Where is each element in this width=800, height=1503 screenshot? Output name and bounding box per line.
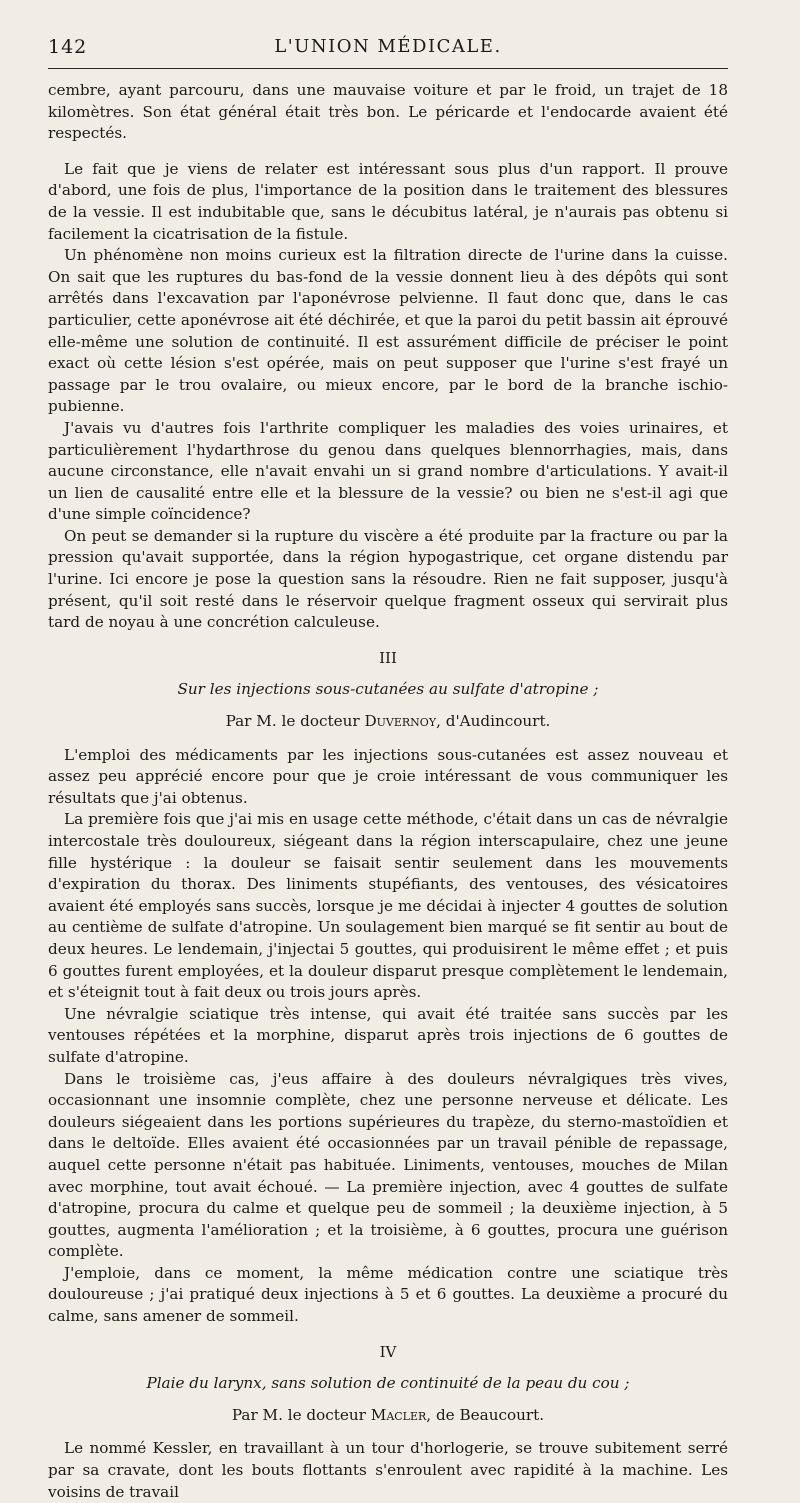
byline-prefix: Par M. le docteur xyxy=(225,712,365,731)
author-name: Macler xyxy=(370,1405,427,1424)
paragraph: On peut se demander si la rupture du viscère a été produite par la fracture ou par la pression qu'avait supportée, dans la région hypogastrique, cet organe distendu par l'urine. Ici encore je pose la question sans la résoudre. Rien ne fait supposer, jusqu'à présent, qu'il soit resté dans le réservoir quelque fragment osseux qui servirait plus tard de noyau à une concrétion calculeuse. xyxy=(48,526,728,632)
paragraph-gap xyxy=(48,145,728,159)
section-title: Sur les injections sous-cutanées au sulfate d'atropine ; xyxy=(177,680,599,699)
paragraph: Dans le troisième cas, j'eus affaire à des douleurs névralgiques très vives, occasionnant une insomnie complète, chez une personne nerveuse et délicate. Les douleurs siégeaient dans les portions supérieures du trapèze, du sterno-mastoïdien et dans le deltoïde. Elles avaient été occasionnées par un travail pénible de repassage, auquel cette personne n'était pas habituée. Liniments, ventouses, mouches de Milan avec morphine, tout avait échoué. — La première injection, avec 4 gouttes de sulfate d'atropine, procura du calme et quelque peu de sommeil ; la deuxième injection, à 5 gouttes, augmenta l'amélioration ; et la troisième, à 6 gouttes, procura une guérison complète. xyxy=(48,1069,728,1261)
byline-suffix: , d'Audincourt. xyxy=(436,712,551,731)
paragraph: J'avais vu d'autres fois l'arthrite compliquer les maladies des voies urinaires, et particulièrement l'hydarthrose du genou dans quelques blennorrhagies, mais, dans aucune circonstance, elle n'avait envahi un si grand nombre d'articulations. Y avait-il un lien de causalité entre elle et la blessure de la vessie? ou bien ne s'est-il agi que d'une simple coïncidence? xyxy=(48,418,728,524)
paragraph: Un phénomène non moins curieux est la filtration directe de l'urine dans la cuisse. On sait que les ruptures du bas-fond de la vessie donnent lieu à des dépôts qui sont arrêtés dans l'excavation par l'aponévrose pelvienne. Il faut donc que, dans le cas particulier, cette aponévrose ait été déchirée, et que la paroi du petit bassin ait éprouvé elle-même une solution de continuité. Il est assurément difficile de préciser le point exact où cette lésion s'est opérée, mais on peut supposer que l'urine s'est frayé un passage par le trou ovalaire, ou mieux encore, par le bord de la branche ischio-pubienne. xyxy=(48,246,728,416)
section-byline xyxy=(48,711,728,733)
running-title: L'UNION MÉDICALE. xyxy=(274,36,502,57)
section-number: III xyxy=(379,648,397,667)
paragraph: La première fois que j'ai mis en usage cette méthode, c'était dans un cas de névralgie intercostale très douloureux, siégeant dans la région interscapulaire, chez une jeune fille hystérique : la douleur se faisait sentir seulement dans les mouvements d'expiration du thorax. Des liniments stupéfiants, des ventouses, des vésicatoires avaient été employés sans succès, lorsque je me décidai à injecter 4 gouttes de solution au centième de sulfate d'atropine. Un soulagement bien marqué se fit sentir au bout de deux heures. Le lendemain, j'injectai 5 gouttes, qui produisirent le même effet ; et puis 6 gouttes furent employées, et la douleur disparut presque complètement le lendemain, et s'éteignit tout à fait deux ou trois jours après. xyxy=(48,810,728,1002)
author-name: Duvernoy xyxy=(364,712,437,731)
paragraph: Une névralgie sciatique très intense, qui avait été traitée sans succès par les ventouses répétées et la morphine, disparut après trois injections de 6 gouttes de sulfate d'atropine. xyxy=(48,1004,728,1066)
byline-suffix: , de Beaucourt. xyxy=(426,1405,545,1424)
paragraph: J'emploie, dans ce moment, la même médication contre une sciatique très douloureuse ; j'ai pratiqué deux injections à 5 et 6 gouttes. La deuxième a procuré du calme, sans amener de sommeil. xyxy=(48,1263,728,1326)
paragraph: L'emploi des médicaments par les injections sous-cutanées est assez nouveau et assez peu apprécié encore pour que je croie intéressant de vous communiquer les résultats que j'ai obtenus. xyxy=(48,745,728,807)
section-number: IV xyxy=(379,1342,397,1361)
article-body xyxy=(48,80,728,1503)
paragraph: cembre, ayant parcouru, dans une mauvaise voiture et par le froid, un trajet de 18 kilomètres. Son état général était très bon. Le péricarde et l'endocarde avaient été respectés. xyxy=(48,81,728,143)
page-header xyxy=(48,36,728,64)
page-number: 142 xyxy=(48,36,88,58)
section-title: Plaie du larynx, sans solution de continuité de la peau du cou ; xyxy=(146,1374,630,1393)
section-byline xyxy=(48,1405,728,1427)
byline-prefix: Par M. le docteur xyxy=(231,1405,371,1424)
paragraph: Le nommé Kessler, en travaillant à un tour d'horlogerie, se trouve subitement serré par sa cravate, dont les bouts flottants s'enroulent avec rapidité à la machine. Les voisins de travail xyxy=(48,1439,728,1501)
header-rule xyxy=(48,68,728,69)
paragraph: Le fait que je viens de relater est intéressant sous plus d'un rapport. Il prouve d'abord, une fois de plus, l'importance de la position dans le traitement des blessures de la vessie. Il est indubitable que, sans le décubitus latéral, je n'aurais pas obtenu si facilement la cicatrisation de la fistule. xyxy=(48,159,728,243)
